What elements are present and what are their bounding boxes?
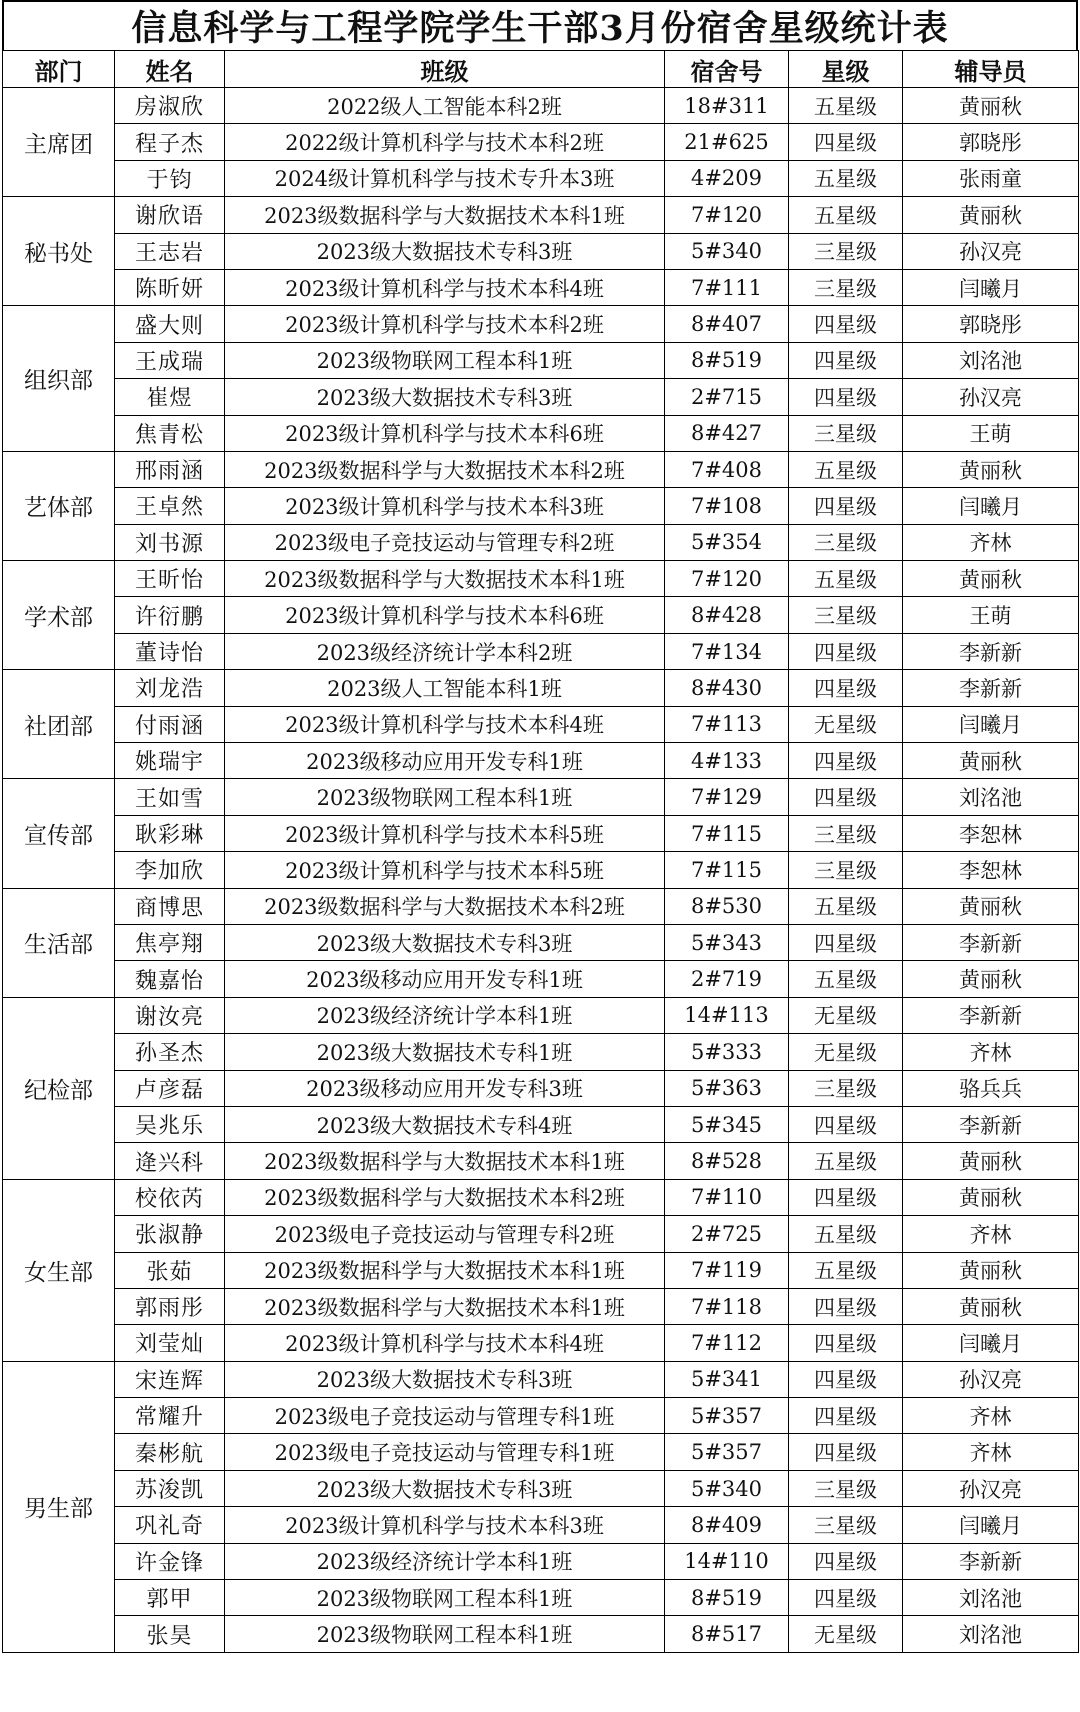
table-row [3, 1507, 1079, 1543]
star-level-cell: 五星级 [789, 160, 903, 196]
counselor-cell: 刘洺池 [903, 1616, 1079, 1652]
star-level-cell: 三星级 [789, 269, 903, 305]
class-cell: 2023级物联网工程本科1班 [225, 1580, 665, 1616]
class-cell: 2023级电子竞技运动与管理专科2班 [225, 1216, 665, 1252]
table-row [3, 306, 1079, 342]
table-row [3, 1616, 1079, 1652]
name-cell: 常耀升 [115, 1398, 225, 1434]
counselor-cell: 黄丽秋 [903, 451, 1079, 487]
name-cell: 于钧 [115, 160, 225, 196]
table-row [3, 888, 1079, 924]
department-cell: 女生部 [3, 1179, 115, 1361]
class-cell: 2023级计算机科学与技术本科4班 [225, 706, 665, 742]
counselor-cell: 孙汉亮 [903, 1361, 1079, 1397]
counselor-cell: 郭晓彤 [903, 124, 1079, 160]
table-row [3, 451, 1079, 487]
counselor-cell: 李新新 [903, 1543, 1079, 1579]
table-row [3, 1434, 1079, 1470]
counselor-cell: 黄丽秋 [903, 961, 1079, 997]
name-cell: 巩礼奇 [115, 1507, 225, 1543]
table-row [3, 197, 1079, 233]
room-cell: 5#333 [665, 1034, 789, 1070]
header-row [3, 51, 1079, 88]
name-cell: 耿彩琳 [115, 815, 225, 851]
class-cell: 2023级计算机科学与技术本科6班 [225, 597, 665, 633]
name-cell: 崔煜 [115, 379, 225, 415]
room-cell: 5#354 [665, 524, 789, 560]
name-cell: 逄兴科 [115, 1143, 225, 1179]
room-cell: 8#519 [665, 1580, 789, 1616]
name-cell: 郭甲 [115, 1580, 225, 1616]
class-cell: 2023级电子竞技运动与管理专科1班 [225, 1434, 665, 1470]
room-cell: 7#111 [665, 269, 789, 305]
room-cell: 8#517 [665, 1616, 789, 1652]
star-level-cell: 四星级 [789, 1288, 903, 1324]
name-cell: 盛大则 [115, 306, 225, 342]
class-cell: 2023级大数据技术专科3班 [225, 924, 665, 960]
name-cell: 魏嘉怡 [115, 961, 225, 997]
counselor-cell: 闫曦月 [903, 1507, 1079, 1543]
class-cell: 2023级数据科学与大数据技术本科1班 [225, 561, 665, 597]
table-row [3, 670, 1079, 706]
class-cell: 2023级电子竞技运动与管理专科2班 [225, 524, 665, 560]
table-row [3, 961, 1079, 997]
department-cell: 宣传部 [3, 779, 115, 888]
room-cell: 8#528 [665, 1143, 789, 1179]
room-cell: 7#129 [665, 779, 789, 815]
class-cell: 2023级移动应用开发专科1班 [225, 961, 665, 997]
table-row [3, 1580, 1079, 1616]
star-level-cell: 四星级 [789, 924, 903, 960]
department-cell: 秘书处 [3, 197, 115, 306]
star-level-cell: 三星级 [789, 597, 903, 633]
star-level-cell: 五星级 [789, 1252, 903, 1288]
name-cell: 许金锋 [115, 1543, 225, 1579]
counselor-cell: 黄丽秋 [903, 197, 1079, 233]
table-row [3, 379, 1079, 415]
name-cell: 孙圣杰 [115, 1034, 225, 1070]
table-row [3, 924, 1079, 960]
room-cell: 7#134 [665, 633, 789, 669]
star-level-cell: 四星级 [789, 1580, 903, 1616]
star-level-cell: 四星级 [789, 1434, 903, 1470]
room-cell: 7#110 [665, 1179, 789, 1215]
name-cell: 张淑静 [115, 1216, 225, 1252]
counselor-cell: 黄丽秋 [903, 888, 1079, 924]
name-cell: 焦青松 [115, 415, 225, 451]
table-row [3, 743, 1079, 779]
header-class: 班级 [225, 51, 665, 88]
counselor-cell: 李新新 [903, 670, 1079, 706]
class-cell: 2023级计算机科学与技术本科4班 [225, 1325, 665, 1361]
table-row [3, 1398, 1079, 1434]
name-cell: 刘莹灿 [115, 1325, 225, 1361]
room-cell: 21#625 [665, 124, 789, 160]
name-cell: 陈昕妍 [115, 269, 225, 305]
table-row [3, 415, 1079, 451]
room-cell: 5#343 [665, 924, 789, 960]
star-level-cell: 三星级 [789, 233, 903, 269]
class-cell: 2022级人工智能本科2班 [225, 88, 665, 124]
room-cell: 2#725 [665, 1216, 789, 1252]
class-cell: 2023级经济统计学本科1班 [225, 997, 665, 1033]
counselor-cell: 李新新 [903, 633, 1079, 669]
table-row [3, 1288, 1079, 1324]
counselor-cell: 黄丽秋 [903, 561, 1079, 597]
table-row [3, 561, 1079, 597]
star-level-cell: 三星级 [789, 815, 903, 851]
room-cell: 7#115 [665, 815, 789, 851]
counselor-cell: 孙汉亮 [903, 233, 1079, 269]
name-cell: 张茹 [115, 1252, 225, 1288]
table-row [3, 1543, 1079, 1579]
name-cell: 王如雪 [115, 779, 225, 815]
sheet-title: 信息科学与工程学院学生干部3月份宿舍星级统计表 [131, 8, 949, 49]
star-level-cell: 五星级 [789, 888, 903, 924]
counselor-cell: 李新新 [903, 997, 1079, 1033]
table-row [3, 633, 1079, 669]
room-cell: 18#311 [665, 88, 789, 124]
star-level-cell: 五星级 [789, 561, 903, 597]
header-name: 姓名 [115, 51, 225, 88]
class-cell: 2023级数据科学与大数据技术本科2班 [225, 1179, 665, 1215]
class-cell: 2023级电子竞技运动与管理专科1班 [225, 1398, 665, 1434]
name-cell: 邢雨涵 [115, 451, 225, 487]
star-level-cell: 五星级 [789, 88, 903, 124]
counselor-cell: 闫曦月 [903, 706, 1079, 742]
room-cell: 14#110 [665, 1543, 789, 1579]
room-cell: 8#407 [665, 306, 789, 342]
table-row [3, 1252, 1079, 1288]
class-cell: 2023级大数据技术专科3班 [225, 1361, 665, 1397]
class-cell: 2023级大数据技术专科4班 [225, 1106, 665, 1142]
star-level-cell: 三星级 [789, 524, 903, 560]
star-level-cell: 五星级 [789, 1216, 903, 1252]
room-cell: 14#113 [665, 997, 789, 1033]
counselor-cell: 郭晓彤 [903, 306, 1079, 342]
room-cell: 7#119 [665, 1252, 789, 1288]
class-cell: 2023级计算机科学与技术本科6班 [225, 415, 665, 451]
table-row [3, 1179, 1079, 1215]
table-row [3, 124, 1079, 160]
class-cell: 2022级计算机科学与技术本科2班 [225, 124, 665, 160]
counselor-cell: 黄丽秋 [903, 1288, 1079, 1324]
star-level-cell: 四星级 [789, 1106, 903, 1142]
star-level-cell: 三星级 [789, 1507, 903, 1543]
counselor-cell: 孙汉亮 [903, 379, 1079, 415]
room-cell: 8#430 [665, 670, 789, 706]
star-level-cell: 三星级 [789, 1470, 903, 1506]
header-counselor: 辅导员 [903, 51, 1079, 88]
name-cell: 姚瑞宇 [115, 743, 225, 779]
star-level-cell: 三星级 [789, 415, 903, 451]
name-cell: 房淑欣 [115, 88, 225, 124]
class-cell: 2023级经济统计学本科2班 [225, 633, 665, 669]
star-level-cell: 四星级 [789, 379, 903, 415]
name-cell: 刘龙浩 [115, 670, 225, 706]
class-cell: 2023级移动应用开发专科1班 [225, 743, 665, 779]
counselor-cell: 王萌 [903, 415, 1079, 451]
counselor-cell: 王萌 [903, 597, 1079, 633]
header-dept: 部门 [3, 51, 115, 88]
name-cell: 李加欣 [115, 852, 225, 888]
table-row [3, 160, 1079, 196]
star-level-cell: 四星级 [789, 670, 903, 706]
room-cell: 2#715 [665, 379, 789, 415]
name-cell: 许衍鹏 [115, 597, 225, 633]
class-cell: 2023级物联网工程本科1班 [225, 342, 665, 378]
class-cell: 2023级物联网工程本科1班 [225, 1616, 665, 1652]
class-cell: 2023级计算机科学与技术本科5班 [225, 852, 665, 888]
counselor-cell: 李新新 [903, 924, 1079, 960]
room-cell: 5#363 [665, 1070, 789, 1106]
room-cell: 5#345 [665, 1106, 789, 1142]
class-cell: 2023级大数据技术专科3班 [225, 233, 665, 269]
counselor-cell: 黄丽秋 [903, 1143, 1079, 1179]
name-cell: 程子杰 [115, 124, 225, 160]
statistics-table [2, 50, 1079, 1653]
room-cell: 7#108 [665, 488, 789, 524]
table-row [3, 88, 1079, 124]
room-cell: 7#118 [665, 1288, 789, 1324]
star-level-cell: 无星级 [789, 706, 903, 742]
counselor-cell: 刘洺池 [903, 779, 1079, 815]
department-cell: 男生部 [3, 1361, 115, 1652]
name-cell: 王志岩 [115, 233, 225, 269]
counselor-cell: 闫曦月 [903, 269, 1079, 305]
star-level-cell: 四星级 [789, 1325, 903, 1361]
name-cell: 卢彦磊 [115, 1070, 225, 1106]
name-cell: 刘书源 [115, 524, 225, 560]
class-cell: 2023级计算机科学与技术本科5班 [225, 815, 665, 851]
class-cell: 2023级数据科学与大数据技术本科2班 [225, 888, 665, 924]
star-level-cell: 四星级 [789, 1361, 903, 1397]
star-level-cell: 五星级 [789, 451, 903, 487]
department-cell: 纪检部 [3, 997, 115, 1179]
department-cell: 艺体部 [3, 451, 115, 560]
table-row [3, 342, 1079, 378]
table-row [3, 524, 1079, 560]
class-cell: 2023级数据科学与大数据技术本科1班 [225, 197, 665, 233]
counselor-cell: 李恕林 [903, 852, 1079, 888]
counselor-cell: 闫曦月 [903, 488, 1079, 524]
counselor-cell: 齐林 [903, 524, 1079, 560]
table-row [3, 1361, 1079, 1397]
star-level-cell: 三星级 [789, 852, 903, 888]
table-row [3, 852, 1079, 888]
star-level-cell: 四星级 [789, 124, 903, 160]
star-level-cell: 四星级 [789, 779, 903, 815]
counselor-cell: 李新新 [903, 1106, 1079, 1142]
department-cell: 组织部 [3, 306, 115, 452]
class-cell: 2023级计算机科学与技术本科4班 [225, 269, 665, 305]
class-cell: 2024级计算机科学与技术专升本3班 [225, 160, 665, 196]
counselor-cell: 刘洺池 [903, 1580, 1079, 1616]
table-row [3, 997, 1079, 1033]
star-level-cell: 四星级 [789, 488, 903, 524]
room-cell: 5#340 [665, 1470, 789, 1506]
name-cell: 张昊 [115, 1616, 225, 1652]
table-row [3, 779, 1079, 815]
counselor-cell: 齐林 [903, 1434, 1079, 1470]
counselor-cell: 黄丽秋 [903, 1179, 1079, 1215]
name-cell: 付雨涵 [115, 706, 225, 742]
class-cell: 2023级人工智能本科1班 [225, 670, 665, 706]
room-cell: 8#409 [665, 1507, 789, 1543]
counselor-cell: 黄丽秋 [903, 1252, 1079, 1288]
star-level-cell: 四星级 [789, 633, 903, 669]
table-row [3, 1034, 1079, 1070]
room-cell: 5#357 [665, 1398, 789, 1434]
room-cell: 8#427 [665, 415, 789, 451]
star-level-cell: 三星级 [789, 1070, 903, 1106]
table-row [3, 1470, 1079, 1506]
table-row [3, 815, 1079, 851]
class-cell: 2023级计算机科学与技术本科2班 [225, 306, 665, 342]
table-row [3, 597, 1079, 633]
counselor-cell: 孙汉亮 [903, 1470, 1079, 1506]
dormitory-star-sheet [2, 0, 1078, 1653]
counselor-cell: 张雨童 [903, 160, 1079, 196]
class-cell: 2023级计算机科学与技术本科3班 [225, 488, 665, 524]
room-cell: 5#357 [665, 1434, 789, 1470]
room-cell: 4#209 [665, 160, 789, 196]
name-cell: 郭雨彤 [115, 1288, 225, 1324]
room-cell: 7#113 [665, 706, 789, 742]
table-row [3, 269, 1079, 305]
class-cell: 2023级经济统计学本科1班 [225, 1543, 665, 1579]
star-level-cell: 四星级 [789, 306, 903, 342]
name-cell: 王成瑞 [115, 342, 225, 378]
room-cell: 5#340 [665, 233, 789, 269]
table-row [3, 1325, 1079, 1361]
table-row [3, 1143, 1079, 1179]
star-level-cell: 无星级 [789, 1034, 903, 1070]
table-row [3, 233, 1079, 269]
name-cell: 王卓然 [115, 488, 225, 524]
class-cell: 2023级大数据技术专科3班 [225, 379, 665, 415]
star-level-cell: 五星级 [789, 1143, 903, 1179]
star-level-cell: 无星级 [789, 1616, 903, 1652]
room-cell: 7#120 [665, 197, 789, 233]
counselor-cell: 齐林 [903, 1398, 1079, 1434]
department-cell: 主席团 [3, 88, 115, 197]
title-bar [2, 0, 1078, 50]
table-row [3, 1216, 1079, 1252]
name-cell: 焦亭翔 [115, 924, 225, 960]
counselor-cell: 齐林 [903, 1034, 1079, 1070]
counselor-cell: 闫曦月 [903, 1325, 1079, 1361]
class-cell: 2023级大数据技术专科3班 [225, 1470, 665, 1506]
star-level-cell: 五星级 [789, 197, 903, 233]
name-cell: 谢欣语 [115, 197, 225, 233]
room-cell: 7#120 [665, 561, 789, 597]
star-level-cell: 四星级 [789, 342, 903, 378]
table-row [3, 488, 1079, 524]
name-cell: 吴兆乐 [115, 1106, 225, 1142]
star-level-cell: 四星级 [789, 1179, 903, 1215]
class-cell: 2023级计算机科学与技术本科3班 [225, 1507, 665, 1543]
name-cell: 商博思 [115, 888, 225, 924]
name-cell: 谢汝亮 [115, 997, 225, 1033]
room-cell: 8#428 [665, 597, 789, 633]
room-cell: 7#408 [665, 451, 789, 487]
class-cell: 2023级数据科学与大数据技术本科1班 [225, 1288, 665, 1324]
room-cell: 5#341 [665, 1361, 789, 1397]
name-cell: 秦彬航 [115, 1434, 225, 1470]
room-cell: 7#115 [665, 852, 789, 888]
counselor-cell: 刘洺池 [903, 342, 1079, 378]
department-cell: 学术部 [3, 561, 115, 670]
counselor-cell: 黄丽秋 [903, 743, 1079, 779]
star-level-cell: 五星级 [789, 961, 903, 997]
room-cell: 4#133 [665, 743, 789, 779]
room-cell: 2#719 [665, 961, 789, 997]
name-cell: 校依芮 [115, 1179, 225, 1215]
star-level-cell: 四星级 [789, 1398, 903, 1434]
header-room: 宿舍号 [665, 51, 789, 88]
counselor-cell: 李恕林 [903, 815, 1079, 851]
counselor-cell: 黄丽秋 [903, 88, 1079, 124]
star-level-cell: 四星级 [789, 1543, 903, 1579]
table-body [3, 88, 1079, 1653]
table-row [3, 1070, 1079, 1106]
counselor-cell: 骆兵兵 [903, 1070, 1079, 1106]
department-cell: 生活部 [3, 888, 115, 997]
star-level-cell: 四星级 [789, 743, 903, 779]
class-cell: 2023级物联网工程本科1班 [225, 779, 665, 815]
class-cell: 2023级数据科学与大数据技术本科2班 [225, 451, 665, 487]
table-row [3, 1106, 1079, 1142]
name-cell: 苏浚凯 [115, 1470, 225, 1506]
room-cell: 8#530 [665, 888, 789, 924]
star-level-cell: 无星级 [789, 997, 903, 1033]
class-cell: 2023级大数据技术专科1班 [225, 1034, 665, 1070]
table-row [3, 706, 1079, 742]
room-cell: 8#519 [665, 342, 789, 378]
room-cell: 7#112 [665, 1325, 789, 1361]
name-cell: 王昕怡 [115, 561, 225, 597]
class-cell: 2023级数据科学与大数据技术本科1班 [225, 1143, 665, 1179]
class-cell: 2023级数据科学与大数据技术本科1班 [225, 1252, 665, 1288]
name-cell: 董诗怡 [115, 633, 225, 669]
class-cell: 2023级移动应用开发专科3班 [225, 1070, 665, 1106]
header-star: 星级 [789, 51, 903, 88]
name-cell: 宋连辉 [115, 1361, 225, 1397]
counselor-cell: 齐林 [903, 1216, 1079, 1252]
department-cell: 社团部 [3, 670, 115, 779]
